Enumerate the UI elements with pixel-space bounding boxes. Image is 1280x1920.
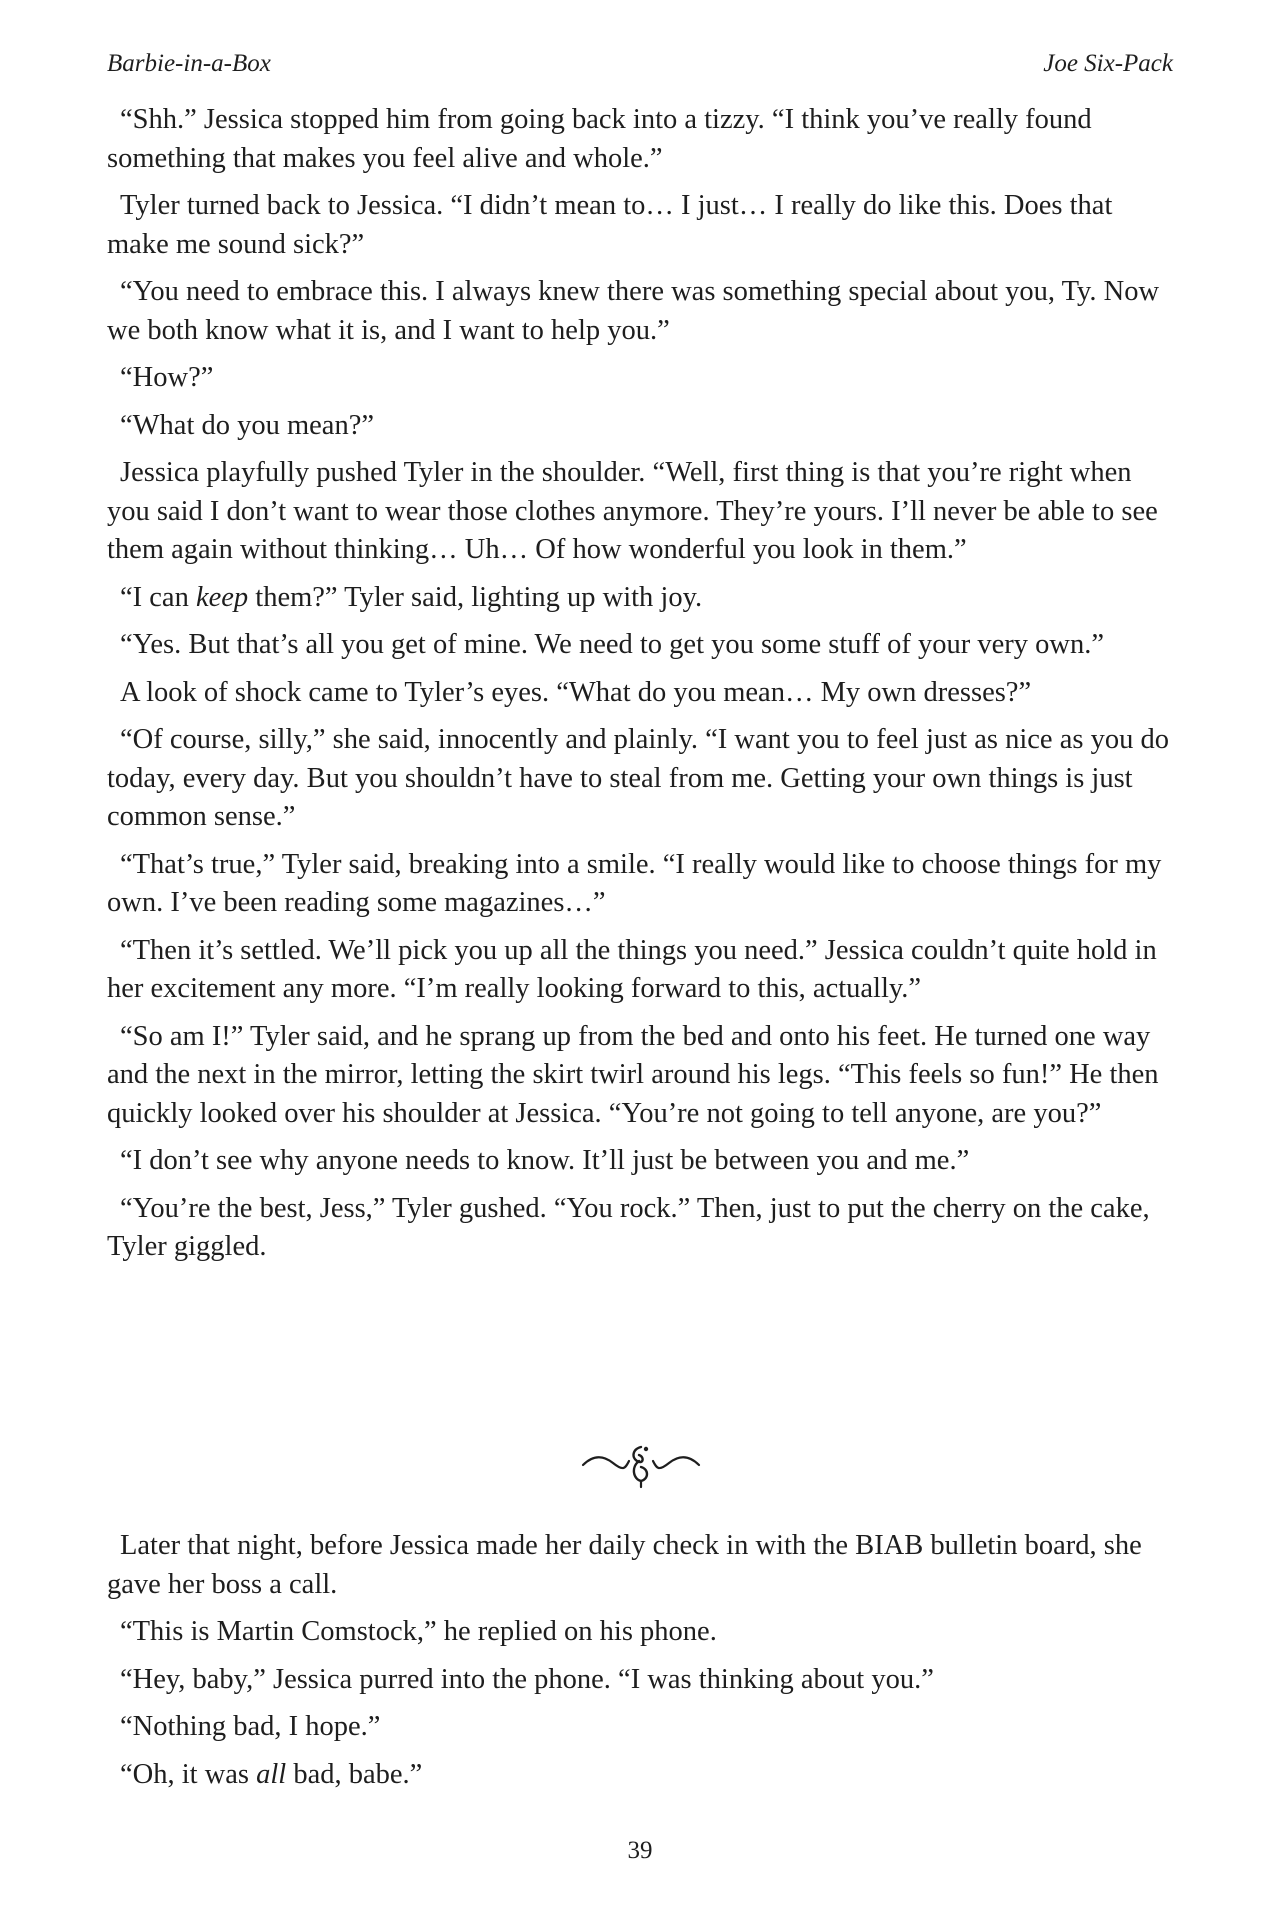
paragraph: A look of shock came to Tyler’s eyes. “What do you mean… My own dresses?” [120,676,1032,708]
text-run: them?” Tyler said, lighting up with joy. [248,581,703,613]
paragraph: Jessica playfully pushed Tyler in the shoulder. “Well, first thing is that you’re right when you said I don’t want to wear those clothes anymore. They’re yours. I’ll never be able to see them again without thinking… Uh… Of how wonderful you look in them.” [107,457,1158,565]
body-text [107,101,1173,1276]
paragraph: Tyler turned back to Jessica. “I didn’t mean to… I just… I really do like this. Does that make me sound sick?” [107,190,1113,260]
paragraph: “Yes. But that’s all you get of mine. We need to get you some stuff of your very own.” [120,629,1104,660]
paragraph: “This is Martin Comstock,” he replied on his phone. [120,1616,717,1647]
emphasis: keep [195,581,249,613]
paragraph: “Of course, silly,” she said, innocently and plainly. “I want you to feel just as nice as you do today, every day. But you shouldn’t have to steal from me. Getting your own things is just common sense.” [107,724,1169,832]
emphasis: all [256,1758,287,1790]
text-run: “Oh, it was [120,1758,257,1790]
paragraph: “How?” [120,362,214,393]
paragraph: “You need to embrace this. I always knew there was something special about you, Ty. Now we both know what it is, and I want to help you.” [107,276,1160,346]
chapter-title: Joe Six-Pack [1043,50,1173,77]
book-page [107,0,1173,1920]
paragraph: “Hey, baby,” Jessica purred into the phone. “I was thinking about you.” [120,1663,934,1695]
paragraph [107,579,1173,618]
paragraph: “So am I!” Tyler said, and he sprang up from the bed and onto his feet. He turned one way and the next in the mirror, letting the skirt twirl around his legs. “This feels so fun!” He then quickly looked over his shoulder at Jessica. “You’re not going to tell anyone, are you?” [107,1020,1159,1129]
fleuron-ornament-icon [579,1435,703,1491]
text-run: “I can [120,581,196,613]
paragraph: “You’re the best, Jess,” Tyler gushed. “You rock.” Then, just to put the cherry on the cake, Tyler giggled. [107,1192,1150,1262]
section-break [107,1435,1173,1495]
paragraph [107,1756,1173,1795]
paragraph: “Shh.” Jessica stopped him from going back into a tizzy. “I think you’ve really found something that makes you feel alive and whole.” [107,104,1092,174]
running-head [107,50,1173,84]
paragraph: “That’s true,” Tyler said, breaking into a smile. “I really would like to choose things for my own. I’ve been reading some magazines…” [107,848,1162,918]
page-number: 39 [627,1837,653,1864]
text-run: bad, babe.” [286,1758,423,1790]
paragraph: “I don’t see why anyone needs to know. It’ll just be between you and me.” [120,1145,970,1176]
paragraph: Later that night, before Jessica made her daily check in with the BIAB bulletin board, she gave her boss a call. [107,1530,1142,1600]
body-text-continued [107,1527,1173,1803]
book-title: Barbie-in-a-Box [107,50,271,77]
paragraph: “What do you mean?” [120,409,375,441]
paragraph: “Then it’s settled. We’ll pick you up all the things you need.” Jessica couldn’t quite hold in her excitement any more. “I’m really looking forward to this, actually.” [107,934,1157,1004]
paragraph: “Nothing bad, I hope.” [120,1711,381,1742]
